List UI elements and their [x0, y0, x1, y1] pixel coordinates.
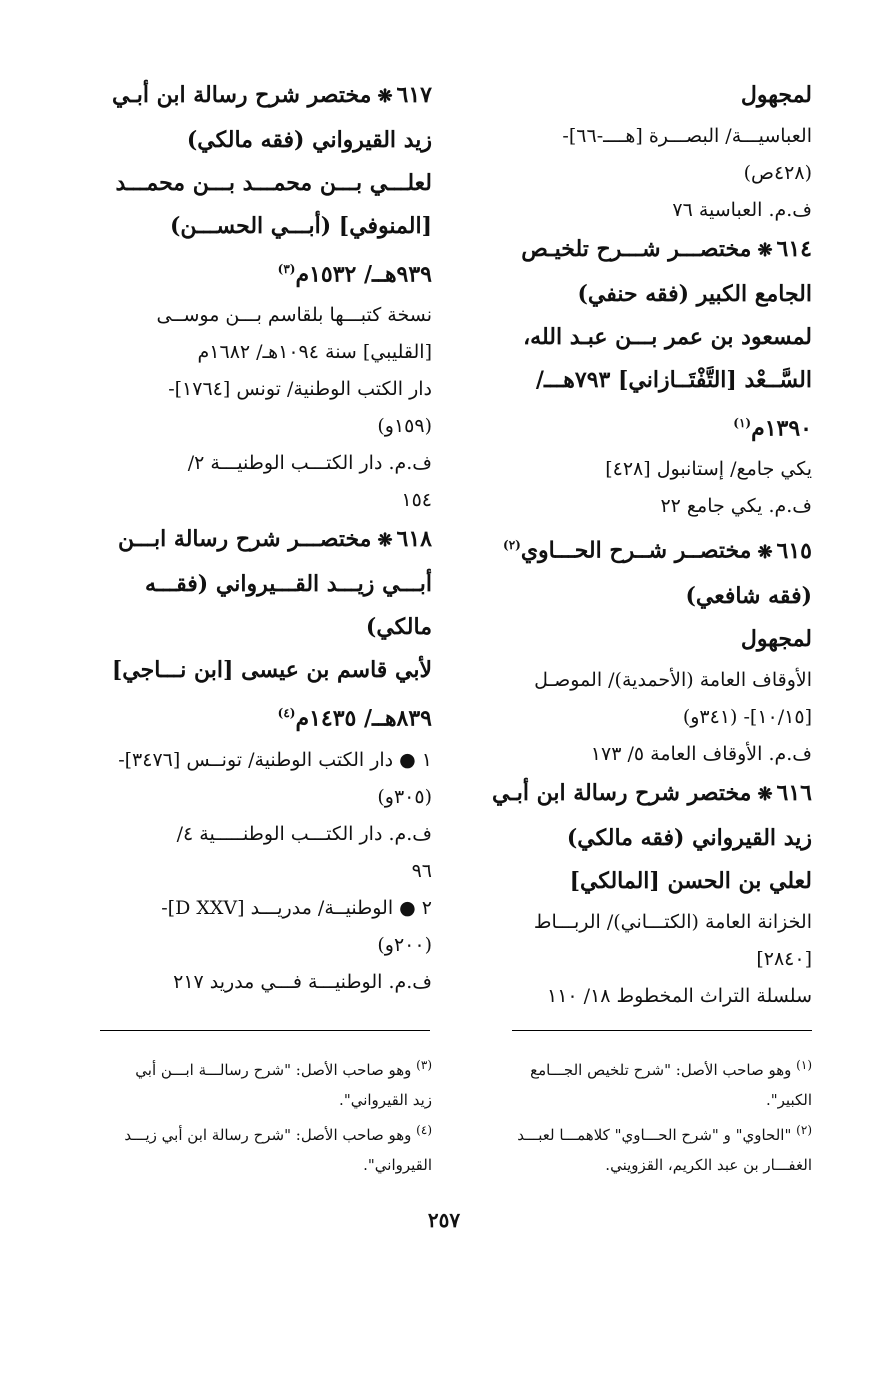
footnote-mark: (١) — [796, 1058, 812, 1072]
entry-line: ف.م. دار الكتـــب الوطنـــــية ٤/ — [176, 822, 432, 845]
footnotes-right — [470, 1050, 812, 1180]
entry-author: لعلي بن الحسن [المالكي] — [569, 867, 812, 894]
entry-line: (٤٢٨ص) — [743, 162, 812, 184]
entry-line: ٢ ● الوطنيــة/ مدريـــد [D XXV]- — [161, 896, 432, 919]
footnote-ref: (١) — [733, 416, 752, 430]
entry-title-cont: الجامع الكبير (فقه حنفي) — [577, 281, 812, 307]
footnote — [90, 1115, 432, 1150]
entry-author: السَّــعْد [التَّفْتَــازاني] ٧٩٣هـــ/ — [535, 367, 812, 393]
author-date: ٩٣٩هــ/ ١٥٣٢م — [295, 261, 432, 288]
footnote-text: القيرواني". — [363, 1156, 432, 1174]
entry-line: ف.م. العباسية ٧٦ — [672, 199, 812, 221]
entry-number: ٦١٨ — [396, 526, 432, 553]
author-date: ١٣٩٠م — [751, 415, 812, 442]
entry-line: ف.م. الوطنيـــة فـــي مدريد ٢١٧ — [173, 970, 432, 993]
footnote-text: "الحاوي" و "شرح الحـــاوي" كلاهمـــا لعبـــد — [517, 1126, 792, 1144]
footnote-ref: (٣) — [277, 262, 296, 276]
star-icon: ❋ — [757, 783, 773, 805]
footnote-text: زيد القيرواني". — [339, 1091, 432, 1109]
entry-line: ١٥٤ — [401, 489, 432, 512]
entry-author: [المنوفي] (أبـــي الحســـن) — [170, 213, 432, 239]
page-number: ٢٥٧ — [427, 1208, 461, 1232]
footnote — [90, 1050, 432, 1085]
footnote-text: الغفـــار بن عبد الكريم، القزويني. — [605, 1156, 812, 1174]
entry-line: الأوقاف العامة (الأحمدية)/ الموصـل — [534, 668, 812, 691]
entry-header-615 — [472, 528, 812, 569]
entry-number: ٦١٧ — [396, 82, 432, 108]
entry-number: ٦١٤ — [776, 236, 812, 262]
entry-number: ٦١٥ — [776, 537, 812, 564]
entry-line: (٣٠٥و) — [377, 785, 432, 808]
entry-author — [472, 406, 812, 445]
entry-title: مختصــر شــرح الحـــاوي — [520, 537, 752, 564]
entry-line: [٢٨٤٠] — [756, 947, 812, 970]
footnote — [470, 1050, 812, 1085]
footnote-text: وهو صاحب الأصل: "شرح تلخيص الجـــامع — [530, 1061, 792, 1079]
footnote-text: وهو صاحب الأصل: "شرح رسالـــة ابـــن أبي — [135, 1061, 412, 1079]
entry-title-cont: أبـــي زيـــد القـــيرواني (فقـــه — [145, 571, 432, 598]
entry-author — [90, 252, 432, 291]
footnote — [90, 1085, 432, 1115]
entry-title-cont: مالكي) — [365, 614, 432, 641]
footnote — [470, 1150, 812, 1180]
footnote — [470, 1085, 812, 1115]
entry-line: [١٠/١٥]- (٣٤١و) — [682, 705, 812, 728]
entry-header-614 — [472, 232, 812, 268]
entry-line: سلسلة التراث المخطوط ١٨/ ١١٠ — [547, 984, 812, 1007]
footnote-mark: (٣) — [416, 1058, 432, 1072]
entry-author: لعلـــي بـــن محمـــد بـــن محمـــد — [115, 170, 432, 196]
entry-header-616 — [472, 776, 812, 812]
footnote-divider — [100, 1030, 430, 1031]
footnote-ref: (٤) — [277, 706, 296, 721]
entry-author: لمجهول — [740, 82, 812, 108]
entry-author — [90, 696, 432, 735]
entry-line: يكي جامع/ إستانبول [٤٢٨] — [605, 458, 812, 481]
entry-title: مختصـــر شرح رسالة ابـــن — [117, 526, 372, 553]
entry-title: مختصر شرح رسالة ابن أبـي — [111, 82, 372, 108]
footnote-divider — [512, 1030, 812, 1031]
footnotes-left — [90, 1050, 432, 1180]
footnote — [90, 1150, 432, 1180]
entry-line: ٩٦ — [411, 859, 432, 882]
author-date: ٨٣٩هــ/ ١٤٣٥م — [295, 705, 432, 732]
entry-author: لمجهول — [740, 625, 812, 652]
entry-line: (١٥٩و) — [377, 415, 432, 438]
entry-line: ١ ● دار الكتب الوطنية/ تونــس [٣٤٧٦]- — [118, 748, 432, 771]
entry-line: دار الكتب الوطنية/ تونس [١٧٦٤]- — [168, 378, 432, 401]
entry-line: نسخة كتبـــها بلقاسم بـــن موســى — [156, 304, 432, 327]
right-column — [472, 78, 812, 1018]
entry-title: مختصـــر شـــرح تلخيـص — [521, 236, 752, 262]
star-icon: ❋ — [757, 240, 773, 261]
entry-line: الخزانة العامة (الكتـــاني)/ الربـــاط — [533, 910, 812, 933]
entry-line: ف.م. دار الكتـــب الوطنيـــة ٢/ — [187, 452, 432, 475]
footnote-ref: (٢) — [503, 538, 521, 553]
entry-line: [القليبي] سنة ١٠٩٤هـ/ ١٦٨٢م — [197, 341, 432, 364]
entry-author: لمسعود بن عمر بـــن عبـد الله، — [523, 324, 812, 350]
star-icon: ❋ — [377, 86, 393, 107]
entry-number: ٦١٦ — [776, 779, 812, 806]
entry-title: مختصر شرح رسالة ابن أبـي — [491, 779, 752, 806]
star-icon: ❋ — [377, 530, 393, 552]
entry-title-cont: زيد القيرواني (فقه مالكي) — [186, 127, 432, 153]
left-column — [90, 78, 432, 1004]
footnote-mark: (٤) — [416, 1123, 432, 1137]
entry-title-cont: (فقه شافعي) — [685, 582, 812, 609]
footnote-mark: (٢) — [796, 1123, 812, 1137]
entry-line: العباسيـــة/ البصـــرة [هــــ-٦٦]- — [562, 125, 812, 147]
entry-line: ف.م. الأوقاف العامة ٥/ ١٧٣ — [590, 742, 812, 765]
footnote-text: الكبير". — [765, 1091, 812, 1109]
star-icon: ❋ — [757, 541, 773, 563]
entry-header-618 — [90, 522, 432, 558]
entry-author: لأبي قاسم بن عيسى [ابن نـــاجي] — [111, 657, 432, 684]
footnote — [470, 1115, 812, 1150]
entry-title-cont: زيد القيرواني (فقه مالكي) — [566, 824, 812, 851]
footnote-text: وهو صاحب الأصل: "شرح رسالة ابن أبي زيـــد — [124, 1126, 412, 1144]
entry-header-617 — [90, 78, 432, 114]
entry-line: (٢٠٠و) — [377, 933, 432, 956]
entry-line: ف.م. يكي جامع ٢٢ — [660, 495, 812, 518]
